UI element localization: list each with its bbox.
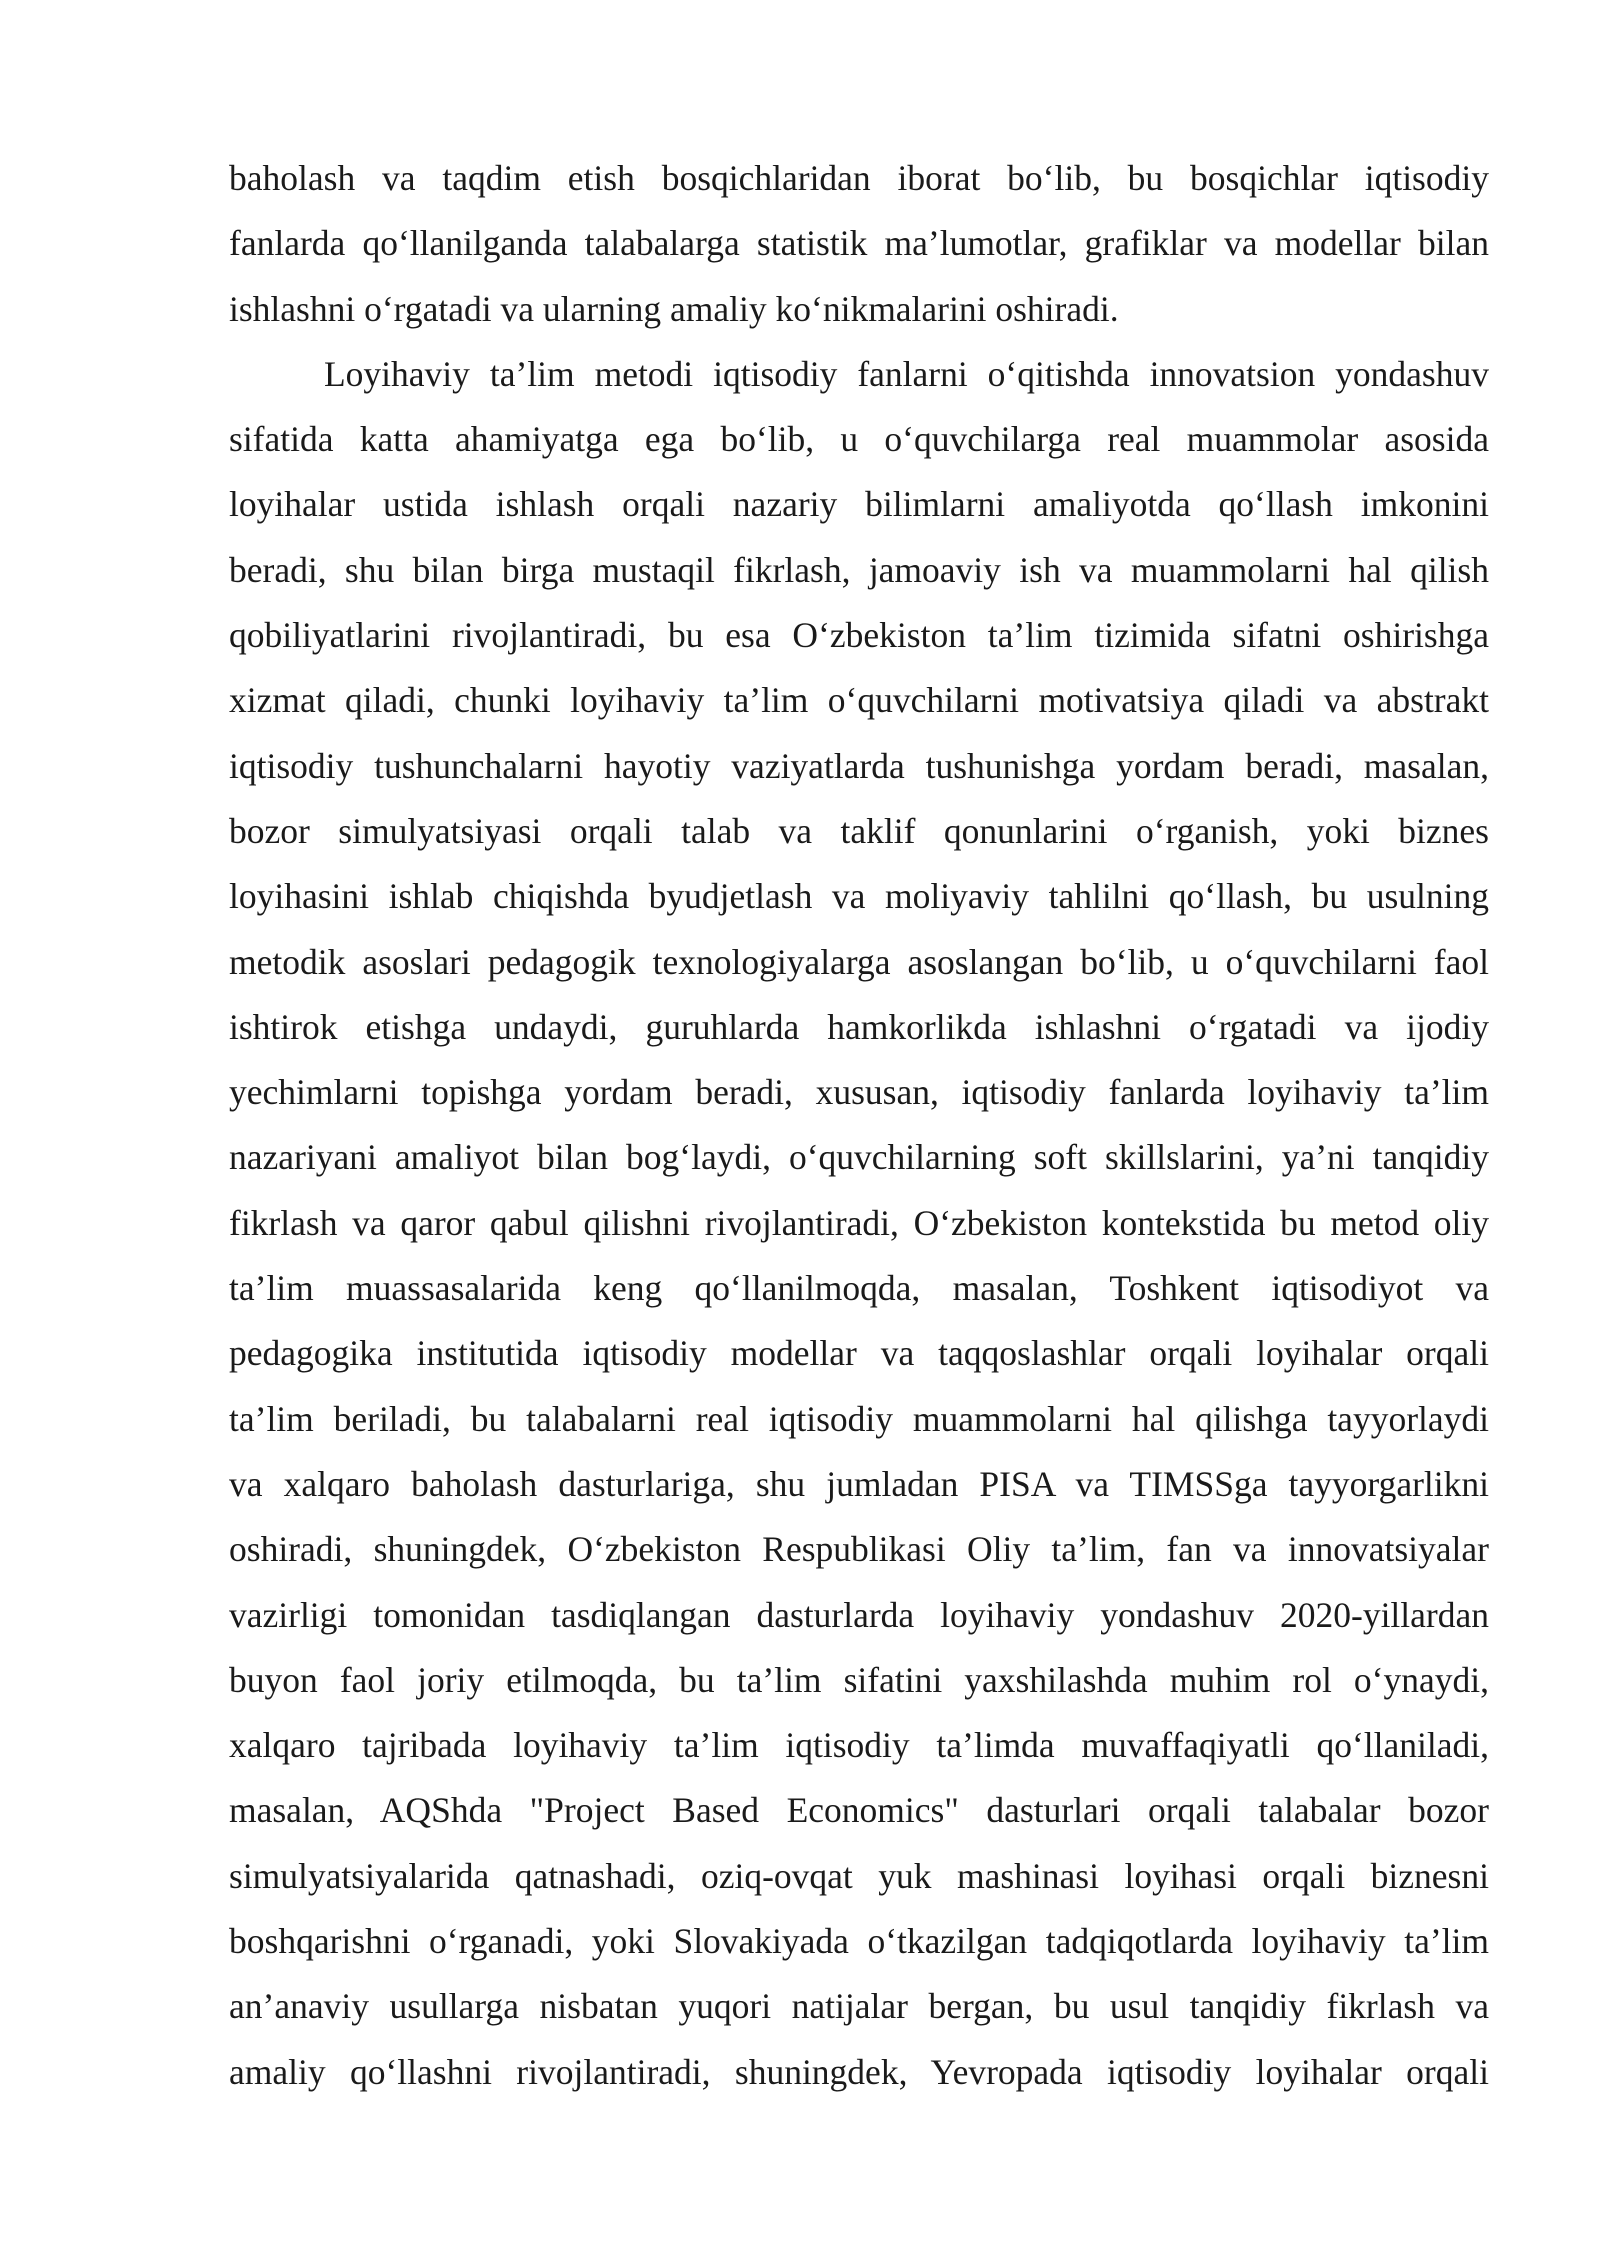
text-line: fanlarda qo‘llanilganda talabalarga statistik ma’lumotlar, grafiklar va modellar bilan <box>229 223 1489 264</box>
text-line: xalqaro tajribada loyihaviy ta’lim iqtisodiy ta’limda muvaffaqiyatli qo‘llaniladi, <box>229 1725 1489 1766</box>
text-line: boshqarishni o‘rganadi, yoki Slovakiyada o‘tkazilgan tadqiqotlarda loyihaviy ta’lim <box>229 1921 1489 1962</box>
text-line: oshiradi, shuningdek, O‘zbekiston Respublikasi Oliy ta’lim, fan va innovatsiyalar <box>229 1529 1489 1570</box>
text-line: ishlashni o‘rgatadi va ularning amaliy ko‘nikmalarini oshiradi. <box>229 288 1119 329</box>
paragraph-continuation <box>229 146 1489 342</box>
text-line: sifatida katta ahamiyatga ega bo‘lib, u o‘quvchilarga real muammolar asosida <box>229 419 1489 460</box>
text-line: Loyihaviy ta’lim metodi iqtisodiy fanlarni o‘qitishda innovatsion yondashuv <box>324 353 1489 394</box>
text-line: bozor simulyatsiyasi orqali talab va taklif qonunlarini o‘rganish, yoki biznes <box>229 810 1489 851</box>
text-line: masalan, AQShda "Project Based Economics" dasturlari orqali talabalar bozor <box>229 1790 1489 1831</box>
text-line: va xalqaro baholash dasturlariga, shu jumladan PISA va TIMSSga tayyorgarlikni <box>229 1463 1489 1504</box>
text-line: vazirligi tomonidan tasdiqlangan dasturlarda loyihaviy yondashuv 2020-yillardan <box>229 1594 1489 1635</box>
text-line: loyihasini ishlab chiqishda byudjetlash va moliyaviy tahlilni qo‘llash, bu usulning <box>229 876 1489 917</box>
text-line: metodik asoslari pedagogik texnologiyalarga asoslangan bo‘lib, u o‘quvchilarni faol <box>229 941 1489 982</box>
text-line: qobiliyatlarini rivojlantiradi, bu esa O‘zbekiston ta’lim tizimida sifatni oshirishga <box>229 615 1489 656</box>
text-line: an’anaviy usullarga nisbatan yuqori natijalar bergan, bu usul tanqidiy fikrlash va <box>229 1986 1489 2027</box>
text-line: ta’lim beriladi, bu talabalarni real iqtisodiy muammolarni hal qilishga tayyorlaydi <box>229 1398 1489 1439</box>
text-line: loyihalar ustida ishlash orqali nazariy bilimlarni amaliyotda qo‘llash imkonini <box>229 484 1489 525</box>
text-line: xizmat qiladi, chunki loyihaviy ta’lim o‘quvchilarni motivatsiya qiladi va abstrakt <box>229 680 1489 721</box>
paragraph-loyihaviy-talim <box>229 342 1489 2105</box>
text-line: ta’lim muassasalarida keng qo‘llanilmoqda, masalan, Toshkent iqtisodiyot va <box>229 1268 1489 1309</box>
text-line: yechimlarni topishga yordam beradi, xususan, iqtisodiy fanlarda loyihaviy ta’lim <box>229 1072 1489 1113</box>
text-line: pedagogika institutida iqtisodiy modellar va taqqoslashlar orqali loyihalar orqali <box>229 1333 1489 1374</box>
text-line: buyon faol joriy etilmoqda, bu ta’lim sifatini yaxshilashda muhim rol o‘ynaydi, <box>229 1659 1489 1700</box>
text-line: nazariyani amaliyot bilan bog‘laydi, o‘quvchilarning soft skillslarini, ya’ni tanqidiy <box>229 1137 1489 1178</box>
text-line: ishtirok etishga undaydi, guruhlarda hamkorlikda ishlashni o‘rgatadi va ijodiy <box>229 1006 1489 1047</box>
text-line: iqtisodiy tushunchalarni hayotiy vaziyatlarda tushunishga yordam beradi, masalan, <box>229 745 1489 786</box>
text-line: baholash va taqdim etish bosqichlaridan iborat bo‘lib, bu bosqichlar iqtisodiy <box>229 158 1489 198</box>
text-line: fikrlash va qaror qabul qilishni rivojlantiradi, O‘zbekiston kontekstida bu metod oliy <box>229 1202 1489 1243</box>
text-line: amaliy qo‘llashni rivojlantiradi, shuningdek, Yevropada iqtisodiy loyihalar orqali <box>229 2051 1489 2092</box>
body-text <box>229 146 1489 2105</box>
text-line: beradi, shu bilan birga mustaqil fikrlash, jamoaviy ish va muammolarni hal qilish <box>229 549 1489 590</box>
text-line: simulyatsiyalarida qatnashadi, oziq-ovqat yuk mashinasi loyihasi orqali biznesni <box>229 1855 1489 1896</box>
